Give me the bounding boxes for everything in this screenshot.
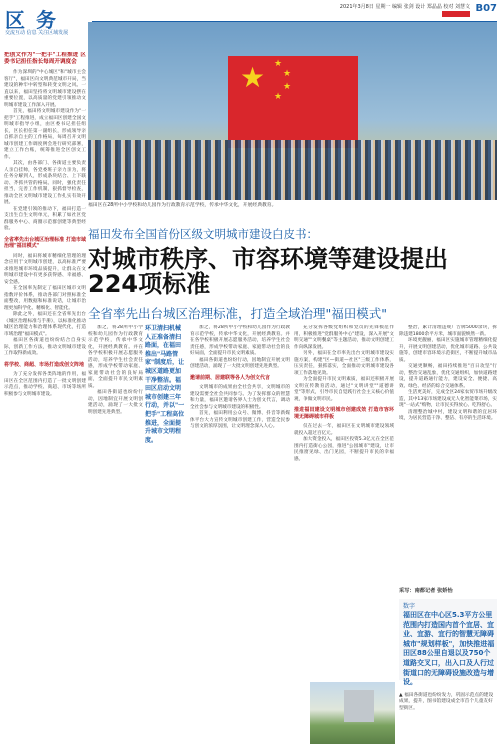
body-paragraph: 加之，将28所中小学校和幼儿园作为行政教育示范学校，传承中华文化，开展经典教育。并在各学校积极开展志愿服务活动，培养学生社会责任感，形成学校带动家庭、家庭带动社会的良好局面，全面提升市民文明素质。 xyxy=(190,325,290,356)
flag-star-icon: ★ xyxy=(274,92,283,102)
building-shape xyxy=(344,690,374,722)
kicker-headline: 福田发布全国首份区级文明城市建设白皮书： xyxy=(88,227,318,241)
photo-caption: 福田区在28所中小学校和幼儿园作为行政教育示范学校，传承中华文化，开展经典教育。 xyxy=(88,203,277,208)
body-paragraph: 福田各街道也纷纷行动，因地制宜开展文明创建活动，涌现了一大批文明创建先进典型。 xyxy=(88,390,143,415)
body-paragraph: 充分发挥各级党组织和党员的先锋模范作用，积极推进"党群服务中心"建设，深入开展"文明交通""文明餐桌"等主题活动，推动文明创建工作向纵深发展。 xyxy=(294,325,394,350)
numbers-box xyxy=(399,599,497,687)
body-subheading: 推进福田建设文明城市创建成效 打造市容环境无障碍城市样板 xyxy=(294,407,394,420)
body-column-3 xyxy=(294,325,394,680)
park-photo-caption: ▲ 福田各街道也纷纷发力，巩固示范点的建设成果，提升，图书馆建设成全市首个儿童友好型街区。 xyxy=(399,693,494,711)
body-column-2 xyxy=(190,325,290,743)
park-photo xyxy=(310,682,395,744)
flag-star-icon: ★ xyxy=(283,69,292,79)
body-paragraph: 交通更顺畅，福田持续推进"百日攻坚"行动，整治交通乱象，优化交通组织，加快道路建设，提升道路通行能力，建设安全、便捷、高效、绿色、经济的综合交通体系。 xyxy=(399,364,497,389)
sub-headline: 全省率先出台城区治理标准，打造全域治理"福田模式" xyxy=(88,306,388,321)
body-paragraph: 清理整治城中村，建设文明和谐的宜居环境，为居民营造干净、整洁、有序的生活环境。 xyxy=(399,409,497,421)
body-paragraph: 生活更美好，完成全区24家农贸市场升级改造，其中13家市场建设成无人化智能菜市场，实现"一站式"购物，让市民买得放心、吃得舒心。 xyxy=(399,390,497,408)
body-paragraph: 环境更靓丽，福田区实施城市管理精细化提升，开展文明创建活动，优化城市道路、公共设施等，创建市容环境示范街区，不断提升城市品质。 xyxy=(399,338,497,363)
body-column-4 xyxy=(399,325,497,583)
flag-star-icon: ★ xyxy=(274,59,283,69)
left-paragraph: 为了充分发挥各类阵地的作用，福田区在全区范围内打造了一批文明创建示范点，推动学校、商超、市场等场所积极参与文明城市建设。 xyxy=(4,372,86,397)
header-red-tag xyxy=(442,11,470,17)
left-paragraph: 其次，由各部门、各街道主要负责人亲自挂帅，各党委班子亲力亲为，将任务分解到人，形成条块结合、上下联动、齐抓共管的格局。同时，强化责任担当，完善工作机制，狠抓督导检查，推动全区文明城市建设工作扎实有效开展。 xyxy=(4,161,86,205)
body-paragraph: 文明城市的成果由全社会共享，文明城市的建设需要全社会共同参与。为了发挥群众的智慧和力量，福田区邀请各界人士为创文代言，调动全社会参与文明城市建设的积极性。 xyxy=(190,385,290,410)
left-paragraph: 作为深圳的"中心城区"和"城市主会客厅"，福田区向文明典范城市开局，当建设的种牢中转型和转变文明之风。一直以来，福田坚持将文明城市建设摆在重要位置，以高质量的党建引领推动文明城市建设工作深入开展。 xyxy=(4,70,86,108)
blue-sidebar-caption: 环卫清扫机械人正准备清扫路面，在福田推出"马路管家"制度后，让城区道路更加干净整洁。福田区启动文明城市创建三年行动，并以"一把手"工程高位推进，全面提升城市文明程度。 xyxy=(145,325,185,444)
left-paragraph: 同时，福田将城市精细化管理的理念应用于文明城市创建，以高标准严要求推进城市环境品质提升，让群众在文明城市建设中有更多获得感、幸福感、安全感。 xyxy=(4,253,86,285)
students-crowd xyxy=(88,140,497,200)
left-paragraph: 在全国率先制定了福田区城市文明指数评价体系，推动各部门对照标准全面整改，用数据和标准说话，让城市治理更加科学化、精细化、智能化。 xyxy=(4,286,86,311)
body-paragraph: 首先，福田利用公众号、微博、抖音等新媒体平台大力宣传文明城市创建工作，营造全民参与创文的浓厚氛围，让文明理念深入人心。 xyxy=(190,411,290,429)
flag-star-icon: ★ xyxy=(240,61,266,94)
body-paragraph: 另外，福田在全市率先出台文明城市建设实施方案，构建"区—街道—社区"三级工作体系，压实责任，狠抓落实，全面推动文明城市建设各项工作落地见效。 xyxy=(294,351,394,376)
flag-star-icon: ★ xyxy=(283,82,292,92)
left-paragraph: 除此之外，福田还在全省率先出台《城区治理标准与手册》，以标准化推动城区治理能力和治理体系现代化，打造市域治理"福田模式"。 xyxy=(4,312,86,337)
main-headline: 对城市秩序、市容环境等建设提出224项标准 xyxy=(88,245,448,298)
national-flag-image xyxy=(228,56,358,148)
author-signature: 采写：南都记者 张娇怡 xyxy=(399,588,453,594)
section-subtitle: 交流互动 信息 关注区域发展 xyxy=(5,30,69,36)
numbers-text: 福田区在中心区5.3平方公里范围内打造国内首个宜居、宜业、宜游、宜行的智慧无障碍城市"规划样板"，加快推进福田区88公里自退以及750个道路交叉口，出入口及人行过街道口的无障碍设施改造与增设。 xyxy=(403,611,495,687)
numbers-label: 数字 xyxy=(403,603,416,610)
body-paragraph: 福田各街道也纷纷行动，因地制宜开展文明创建活动，涌现了一大批文明创建先进典型。 xyxy=(190,357,290,369)
section-title: 区 务 xyxy=(5,8,58,32)
page-number: B07 xyxy=(475,3,497,14)
body-subheading: 邀请前期、居建联等各人为创文代言 xyxy=(190,374,271,381)
left-paragraph: 福田区各街道也纷纷结合自身实际，创新工作方法，推动文明城市建设工作取得新成效。 xyxy=(4,338,86,356)
left-headline: 把创文作为"一把手"工程推进 区委书记担任指长每周开调度会 xyxy=(4,52,86,65)
left-paragraph: 首先，福田将文明城市建设作为"一把手"工程推进，成立福田区创建全国文明城市指导小组，由区委书记担任组长，区长担任第一副组长，形成领导亲自抓亲自主的工作格局，每周召开文明城市创建工作调度例会进行研究部署，建立工作台账，统筹推进全区创文工作。 xyxy=(4,109,86,160)
section-masthead xyxy=(0,0,92,40)
issue-meta: 2021年3月8日 星期一 编辑 张剑 设计 郑晶晶 校对 刘慧文 xyxy=(339,4,470,10)
left-paragraph: 在党建引领的推动下，福田打造一支出生自生文明单元，积累了如社区党群服务中心、商圈示范群创建等典型经验。 xyxy=(4,206,86,231)
left-subheading: 全省率先出台城区治理标准 打造市域治理"福田模式" xyxy=(4,236,86,249)
body-paragraph: 整治，累计清理违规广告牌5000余块，拆除违建1800余平方米，城市面貌焕然一新。 xyxy=(399,325,497,337)
body-paragraph: 加大资金投入，福田区投资5.3亿元在全区范围内打造街心公园，推进"公园城市"建设，让市民推窗见绿、出门见园，不断提升市民的幸福感。 xyxy=(294,437,394,462)
body-paragraph: 仅在过去一年，福田区在文明城市建设领域就投入超过百亿元。 xyxy=(294,424,394,436)
left-subheading: 将学校、商超、市场打造成创文阵地 xyxy=(4,361,85,368)
feature-photo xyxy=(88,22,497,200)
left-column xyxy=(4,52,86,744)
body-column-1 xyxy=(88,325,143,743)
body-paragraph: 为全面提升市民文明素质，福田还积极开展文明宣传教育活动，通过"文明讲堂""道德讲堂"等形式，引导市民自觉践行社会主义核心价值观，争做文明市民。 xyxy=(294,377,394,402)
body-paragraph: 加之，将28所中小学校和幼儿园作为行政教育示范学校，传承中华文化，开展经典教育。并在各学校积极开展志愿服务活动，培养学生社会责任感，形成学校带动家庭、家庭带动社会的良好局面，全面提升市民文明素质。 xyxy=(88,325,143,389)
